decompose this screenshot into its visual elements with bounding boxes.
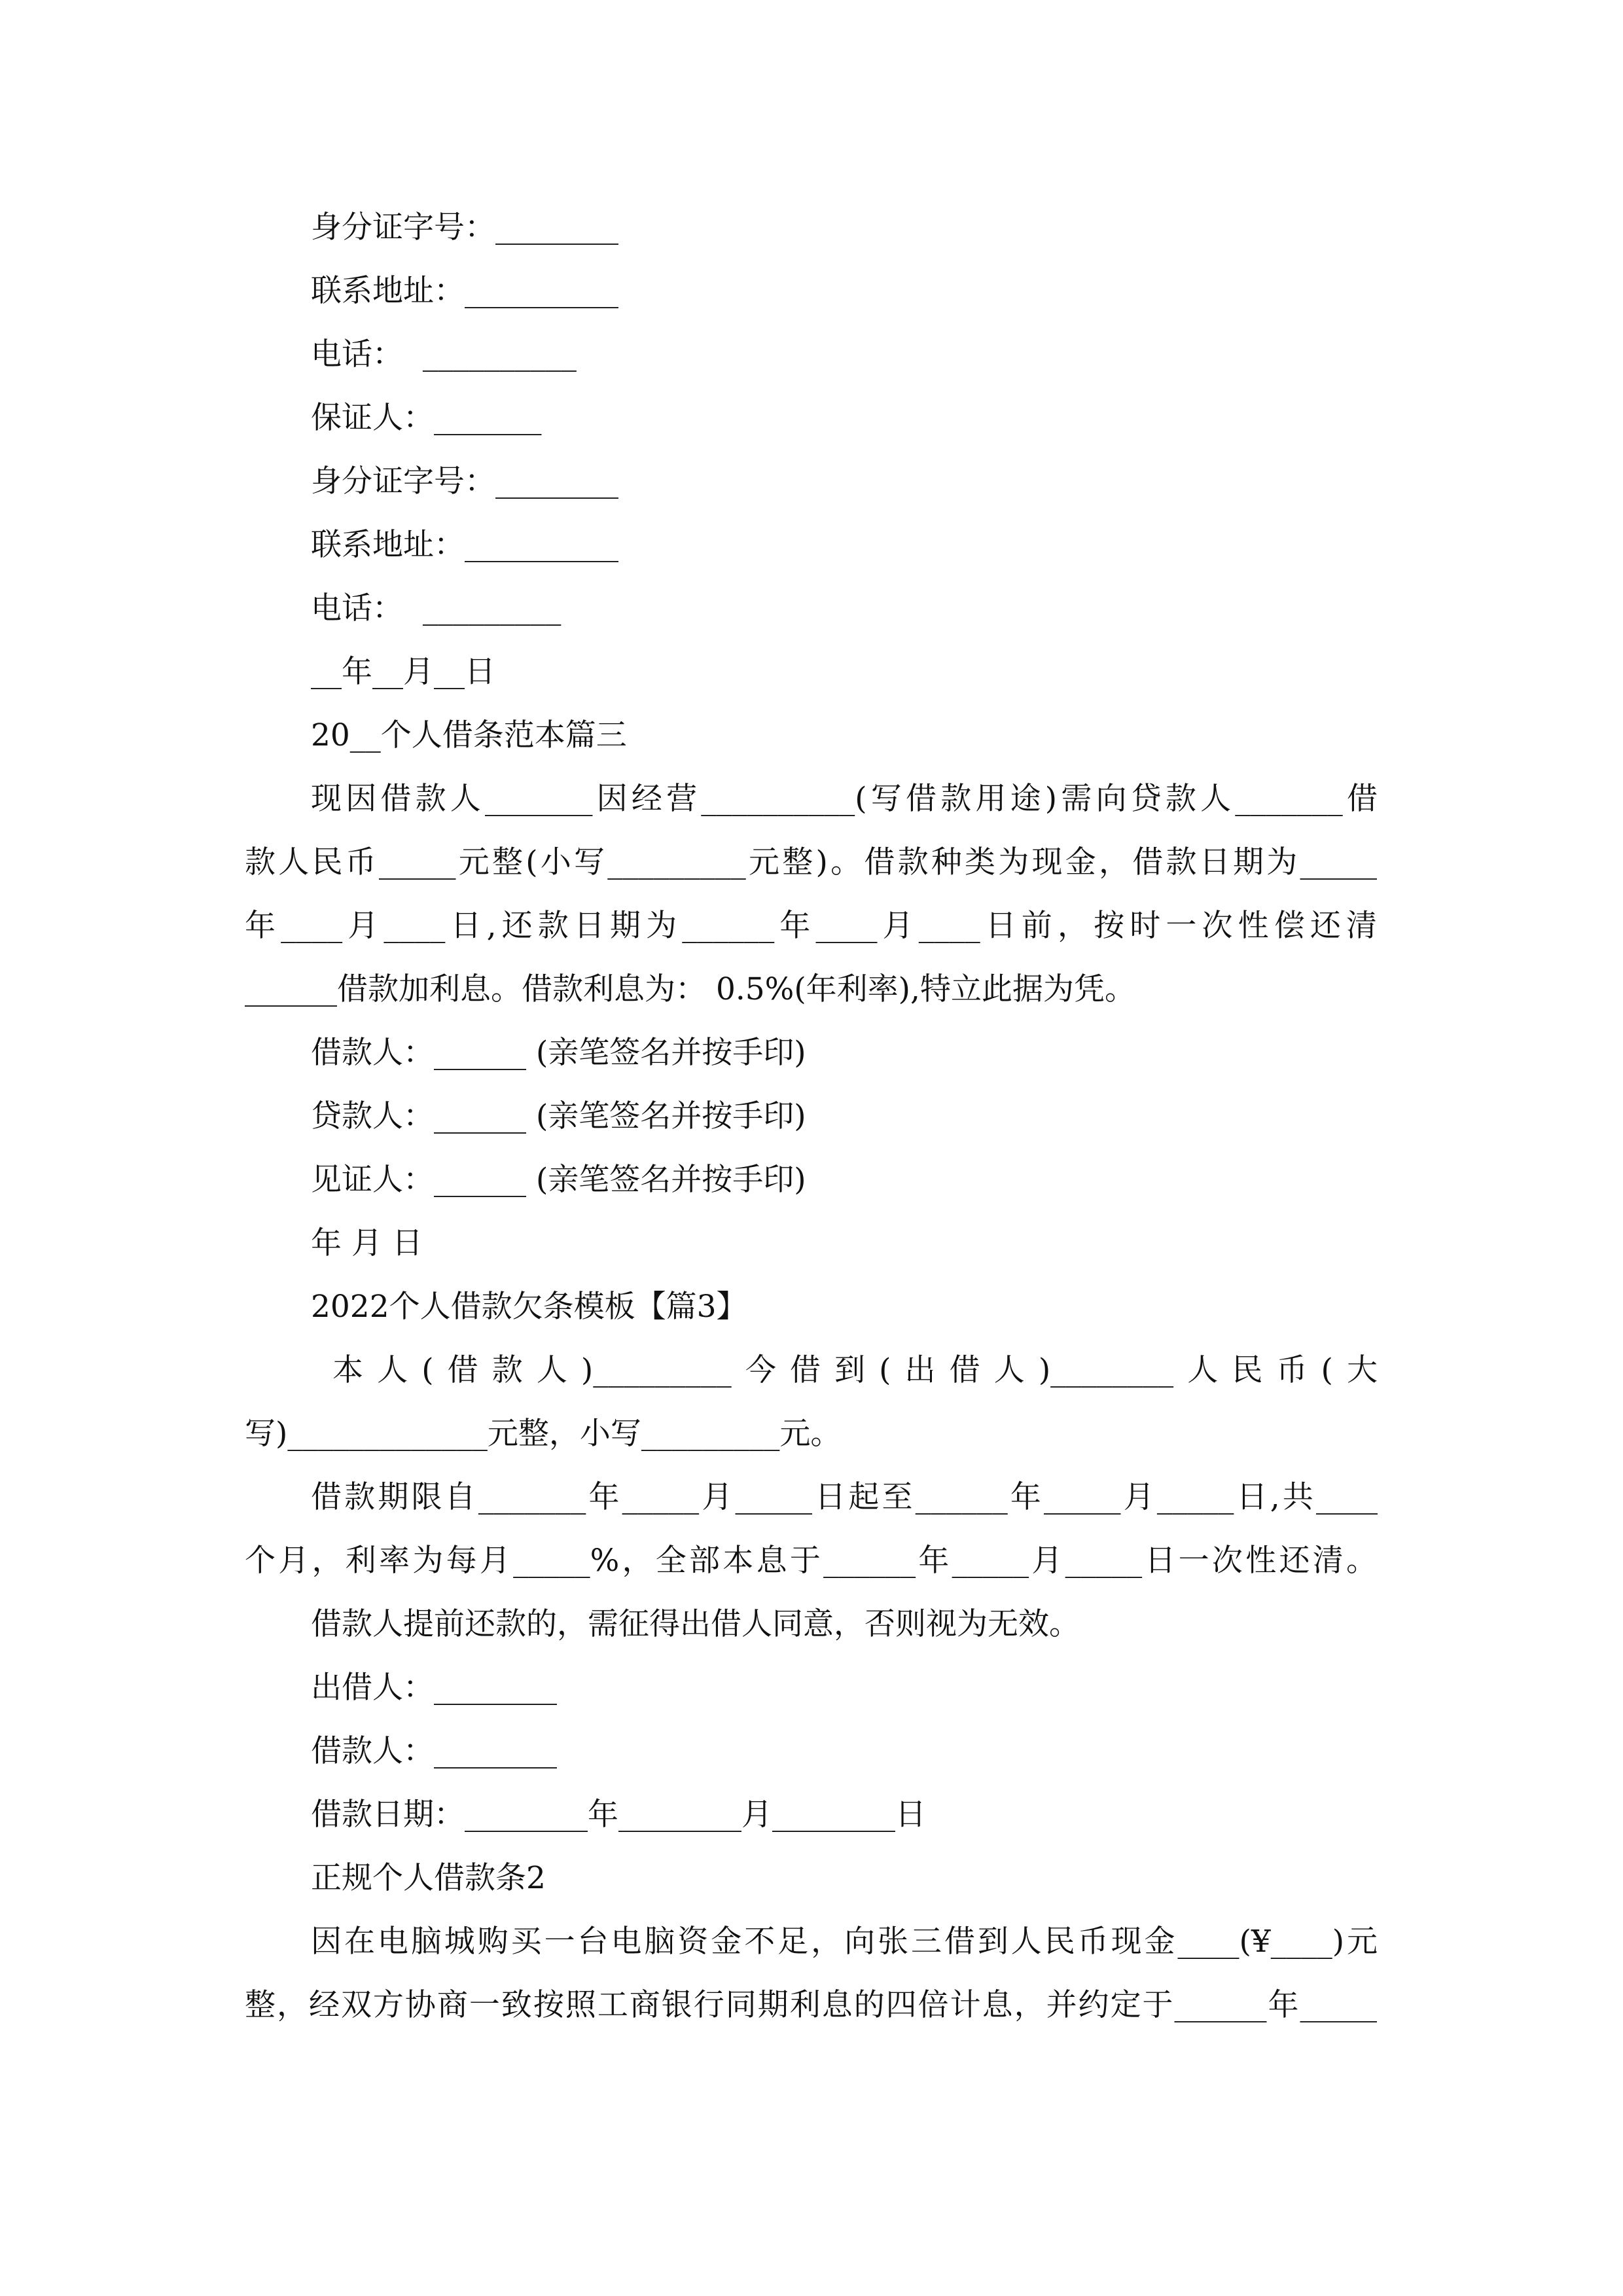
loan-paragraph-line-2: 款人民币_____元整(小写_________元整)。借款种类为现金，借款日期为_____ [245, 844, 1377, 880]
purchase-paragraph-line-1: 因在电脑城购买一台电脑资金不足，向张三借到人民币现金____(¥____)元 [311, 1924, 1378, 1960]
date-line-2: 年 月 日 [311, 1225, 423, 1261]
guarantor-line: 保证人：_______ [311, 400, 542, 436]
id-number-line-2: 身分证字号：________ [311, 463, 618, 499]
contact-address-line-1: 联系地址：__________ [311, 273, 618, 309]
term-paragraph-line-1: 借款期限自_______年_____月_____日起至______年_____月_____日,共____ [311, 1479, 1378, 1515]
early-repayment-line: 借款人提前还款的，需征得出借人同意，否则视为无效。 [311, 1606, 1080, 1642]
lender-line: 出借人：________ [311, 1670, 557, 1706]
witness-signature-line: 见证人：______ (亲笔签名并按手印) [311, 1162, 806, 1198]
loan-paragraph-line-3: 年____月____日,还款日期为______年____月____日前，按时一次性偿还清 [245, 908, 1377, 944]
template-heading: 2022个人借款欠条模板【篇3】 [311, 1289, 747, 1325]
section-heading-3: 20__个人借条范本篇三 [311, 717, 627, 753]
id-number-line-1: 身分证字号：________ [311, 209, 618, 245]
loan-date-line: 借款日期：________年________月________日 [311, 1797, 926, 1833]
borrower-line: 借款人：________ [311, 1733, 557, 1769]
purchase-paragraph-line-2: 整，经双方协商一致按照工商银行同期利息的四倍计息，并约定于______年_____ [245, 1987, 1377, 2023]
loan-paragraph-line-1: 现因借款人_______因经营__________(写借款用途)需向贷款人_______借 [311, 781, 1378, 817]
loan-paragraph-line-4: ______借款加利息。借款利息为： 0.5%(年利率),特立此据为凭。 [245, 971, 1135, 1007]
iou-paragraph-line-1: 本人(借款人)_________今借到(出借人)________人民币(大 [332, 1352, 1378, 1388]
lender-signature-line: 贷款人：______ (亲笔签名并按手印) [311, 1098, 806, 1134]
formal-loan-heading: 正规个人借款条2 [311, 1860, 546, 1896]
date-line-1: __年__月__日 [311, 654, 495, 690]
phone-line-1: 电话： __________ [311, 336, 577, 372]
term-paragraph-line-2: 个月，利率为每月_____%，全部本息于______年_____月_____日一次性还清。 [245, 1543, 1377, 1579]
contact-address-line-2: 联系地址：__________ [311, 527, 618, 563]
borrower-signature-line: 借款人：______ (亲笔签名并按手印) [311, 1035, 806, 1071]
phone-line-2: 电话： _________ [311, 590, 562, 626]
iou-paragraph-line-2: 写)_____________元整，小写_________元。 [245, 1416, 842, 1452]
